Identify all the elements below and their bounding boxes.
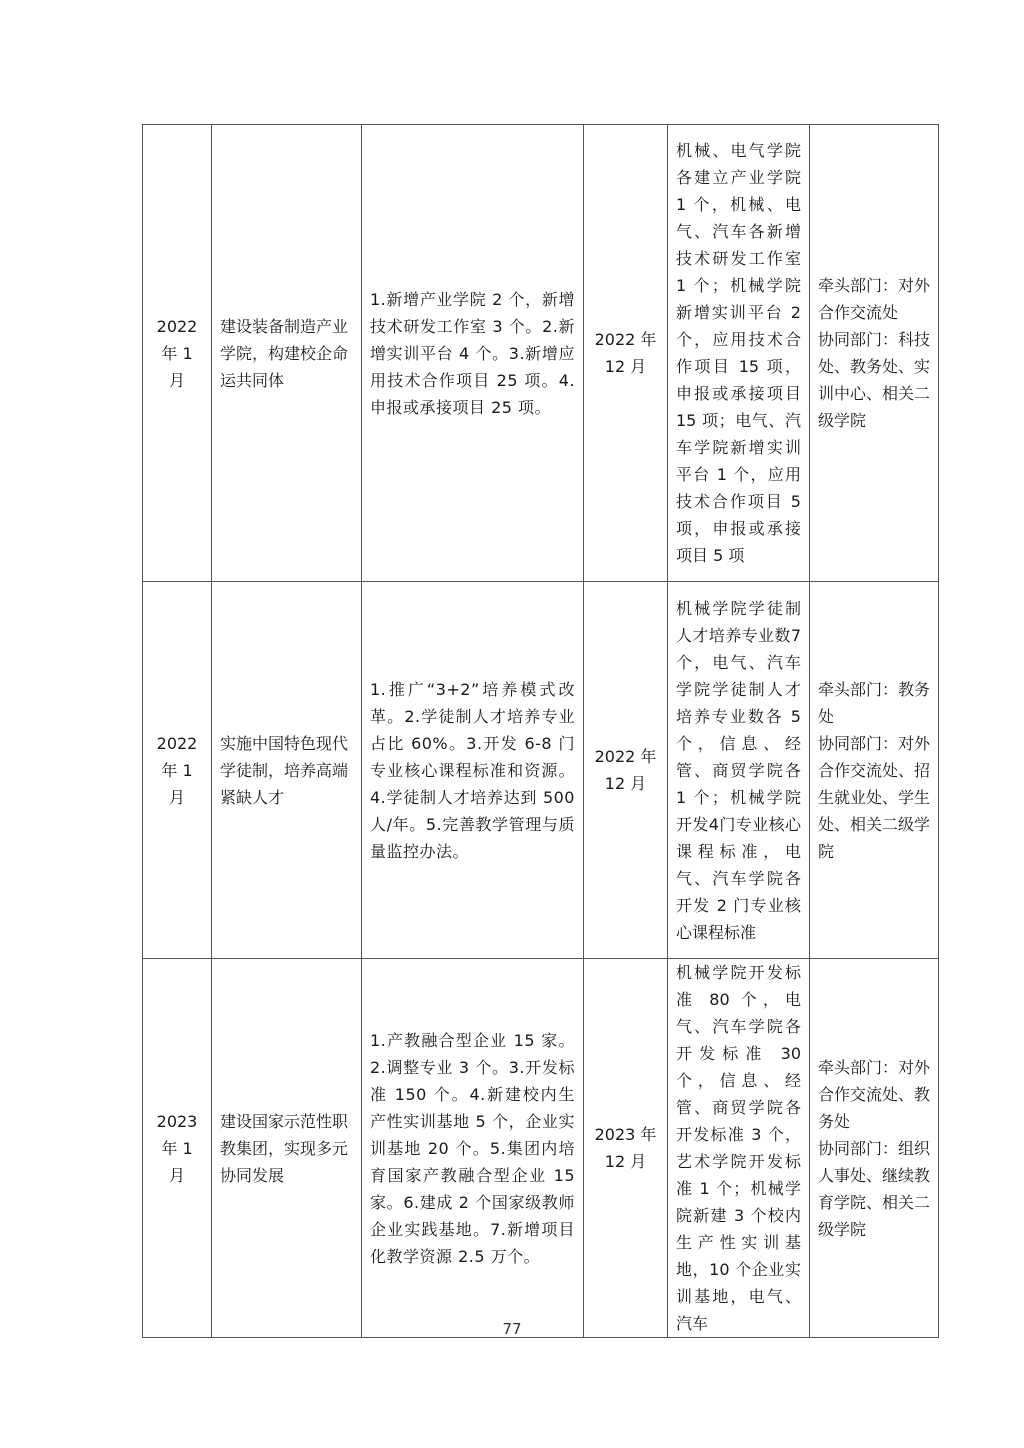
- end-date-cell: 2023 年 12 月: [584, 959, 668, 1338]
- departments-cell: 牵头部门：对外合作交流处 协同部门：科技处、教务处、实训中心、相关二级学院: [810, 125, 939, 582]
- details-cell: 机械、电气学院各建立产业学院 1 个，机械、电气、汽车各新增技术研发工作室 1 个；机械学院新增实训平台 2 个，应用技术合作项目 15 项，申报或承接项目 15 项；电气、汽车学院新增实训平台 1 个，应用技术合作项目 5 项，申报或承接项目 5 项: [668, 125, 810, 582]
- targets-cell: 1.推广“3+2”培养模式改革。2.学徒制人才培养专业占比 60%。3.开发 6-8 门专业核心课程标准和资源。4.学徒制人才培养达到 500 人/年。5.完善教学管理与质量监控办法。: [362, 582, 584, 959]
- departments-cell: 牵头部门：教务处 协同部门：对外合作交流处、招生就业处、学生处、相关二级学院: [810, 582, 939, 959]
- end-date-cell: 2022 年 12 月: [584, 125, 668, 582]
- end-date-cell: 2022 年 12 月: [584, 582, 668, 959]
- table-row: [143, 125, 939, 582]
- task-cell: 建设装备制造产业学院，构建校企命运共同体: [212, 125, 362, 582]
- page-number: 77: [502, 1320, 522, 1338]
- details-cell: 机械学院学徒制人才培养专业数7个，电气、汽车学院学徒制人才培养专业数各 5 个，信息、经管、商贸学院各 1 个；机械学院开发4门专业核心课程标准，电气、汽车学院各开发 2 门专业核心课程标准: [668, 582, 810, 959]
- targets-cell: 1.产教融合型企业 15 家。2.调整专业 3 个。3.开发标准 150 个。4.新建校内生产性实训基地 5 个，企业实训基地 20 个。5.集团内培育国家产教融合型企业 15 家。6.建成 2 个国家级教师企业实践基地。7.新增项目化教学资源 2.5 万个。: [362, 959, 584, 1338]
- implementation-plan-table: [142, 124, 939, 1338]
- start-date-cell: 2022 年 1 月: [143, 125, 212, 582]
- start-date-cell: 2023 年 1 月: [143, 959, 212, 1338]
- start-date-cell: 2022 年 1 月: [143, 582, 212, 959]
- task-cell: 建设国家示范性职教集团，实现多元协同发展: [212, 959, 362, 1338]
- details-cell: 机械学院开发标准 80 个，电气、汽车学院各开发标准 30 个，信息、经管、商贸学院各开发标准 3 个，艺术学院开发标准 1 个；机械学院新建 3 个校内生产性实训基地，10 个企业实训基地，电气、汽车: [668, 959, 810, 1338]
- task-cell: 实施中国特色现代学徒制，培养高端紧缺人才: [212, 582, 362, 959]
- departments-cell: 牵头部门：对外合作交流处、教务处 协同部门：组织人事处、继续教育学院、相关二级学院: [810, 959, 939, 1338]
- table-row: [143, 582, 939, 959]
- table-row: [143, 959, 939, 1338]
- targets-cell: 1.新增产业学院 2 个，新增技术研发工作室 3 个。2.新增实训平台 4 个。3.新增应用技术合作项目 25 项。4.申报或承接项目 25 项。: [362, 125, 584, 582]
